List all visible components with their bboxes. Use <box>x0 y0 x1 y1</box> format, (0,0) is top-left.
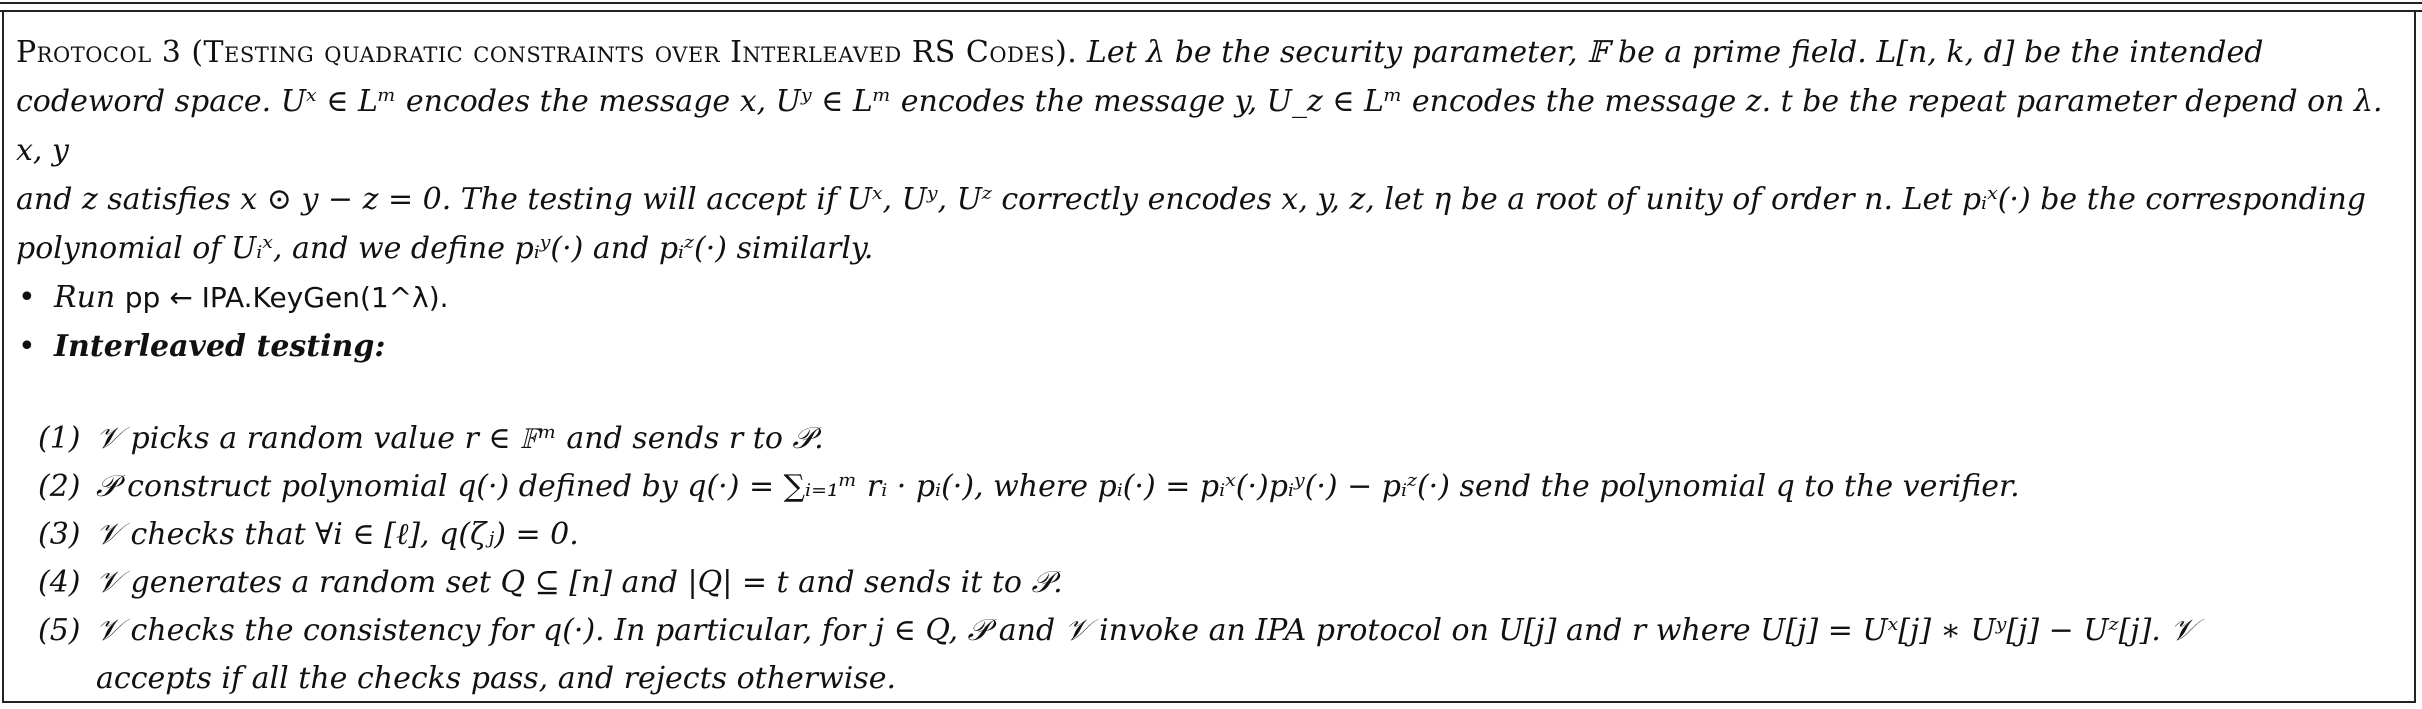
frame-rule-top <box>0 2 2422 4</box>
step-text: 𝒱 checks that ∀i ∈ [ℓ], q(ζⱼ) = 0. <box>96 517 579 552</box>
step-number: (5) <box>38 613 81 648</box>
step-text: 𝒱 picks a random value r ∈ 𝔽ᵐ and sends r to 𝒫. <box>96 421 824 456</box>
interleaved-testing-label: Interleaved testing: <box>54 329 386 364</box>
intro-line-1: Let λ be the security parameter, 𝔽 be a prime field. L[n, k, d] be the intended <box>1086 35 2264 70</box>
bullet-interleaved <box>16 322 2408 371</box>
step-number: (4) <box>38 565 81 600</box>
keygen-call: pp ← IPA.KeyGen(1^λ). <box>124 281 449 314</box>
bullet-dot: • <box>18 280 36 315</box>
step-5 <box>16 607 2408 703</box>
bullet-keygen <box>16 273 2408 322</box>
step-text-continued: accepts if all the checks pass, and rejects otherwise. <box>96 661 897 696</box>
intro-line-2: codeword space. Uˣ ∈ Lᵐ encodes the message x, Uʸ ∈ Lᵐ encodes the message y, U_z ∈ Lᵐ encodes the message z. t be the repeat parameter depend on λ. x, y <box>16 84 2383 168</box>
intro-line-4: polynomial of Uᵢˣ, and we define pᵢʸ(·) and pᵢᶻ(·) similarly. <box>16 231 874 266</box>
intro-line-3: and z satisfies x ⊙ y − z = 0. The testing will accept if Uˣ, Uʸ, Uᶻ correctly encodes x, y, z, let η be a root of unity of order n. Let pᵢˣ(·) be the corresponding <box>16 182 2366 217</box>
step-1 <box>16 415 2408 463</box>
step-number: (3) <box>38 517 81 552</box>
protocol-content <box>16 28 2408 703</box>
bullet-run-label: Run <box>54 280 116 315</box>
step-number: (2) <box>38 469 81 504</box>
step-text: 𝒱 generates a random set Q ⊆ [n] and |Q| = t and sends it to 𝒫. <box>96 565 1063 600</box>
step-2 <box>16 463 2408 511</box>
step-4 <box>16 559 2408 607</box>
step-3 <box>16 511 2408 559</box>
step-text: 𝒫 construct polynomial q(·) defined by q(·) = ∑ᵢ₌₁ᵐ rᵢ · pᵢ(·), where pᵢ(·) = pᵢˣ(·)pᵢʸ(·) − pᵢᶻ(·) send the polynomial q to the verifier. <box>96 469 2020 504</box>
protocol-steps <box>16 415 2408 703</box>
step-number: (1) <box>38 421 81 456</box>
protocol-intro <box>16 28 2408 273</box>
protocol-heading: Protocol 3 (Testing quadratic constraints over Interleaved RS Codes). <box>16 35 1078 70</box>
step-text: 𝒱 checks the consistency for q(·). In particular, for j ∈ Q, 𝒫 and 𝒱 invoke an IPA protocol on U[j] and r where U[j] = Uˣ[j] ∗ Uʸ[j] − Uᶻ[j]. 𝒱 <box>96 613 2196 648</box>
bullet-dot: • <box>18 329 36 364</box>
